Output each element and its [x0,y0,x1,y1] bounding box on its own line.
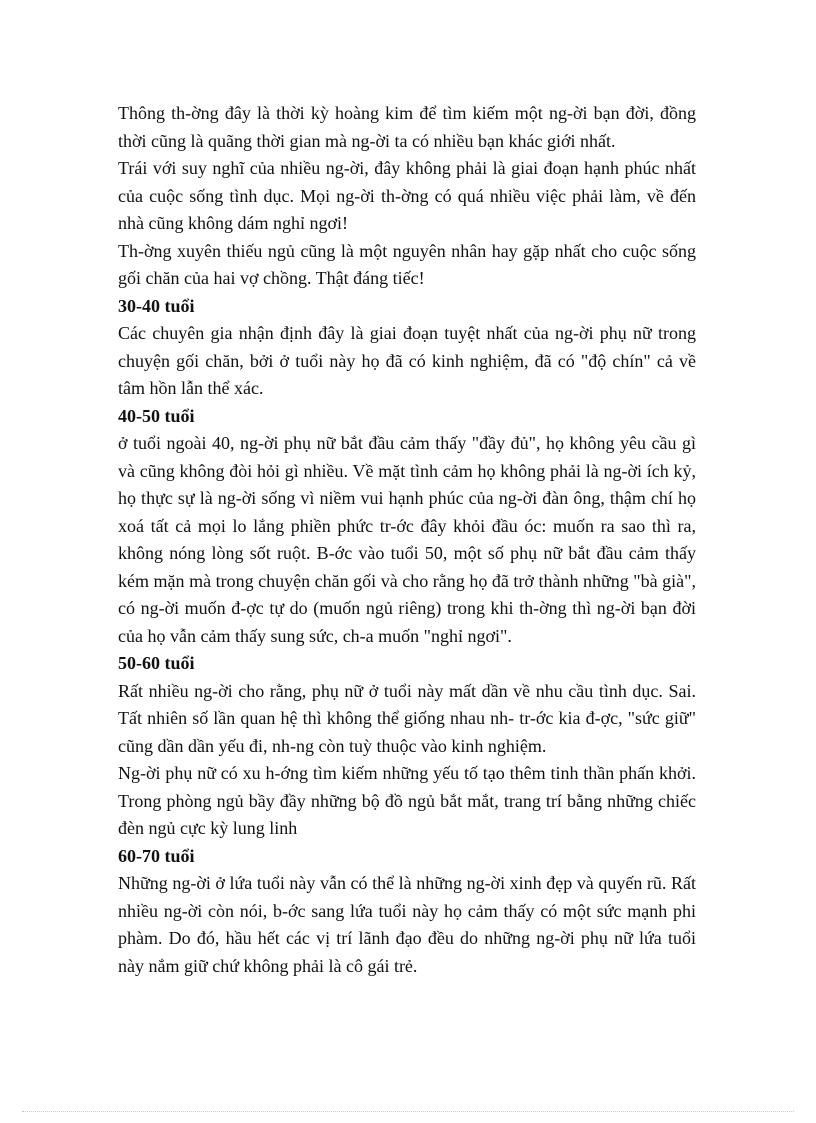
footer-divider [22,1111,794,1112]
paragraph-prime-years: Thông th-ờng đây là thời kỳ hoàng kim để tìm kiếm một ng-ời bạn đời, đồng thời cũng là quãng thời gian mà ng-ời ta có nhiều bạn khác giới nhất. [118,103,696,151]
paragraph-contrary-view: Trái với suy nghĩ của nhiều ng-ời, đây không phải là giai đoạn hạnh phúc nhất của cuộc sống tình dục. Mọi ng-ời th-ờng có quá nhiều việc phải làm, về đến nhà cũng không dám nghỉ ngơi! [118,158,696,233]
document-body [118,100,696,980]
paragraph-age-50-60: Rất nhiều ng-ời cho rằng, phụ nữ ở tuổi này mất dần về nhu cầu tình dục. Sai. Tất nhiên số lần quan hệ thì không thể giống nhau nh- tr-ớc kia đ-ợc, "sức giữ" cũng dần dần yếu đi, nh-ng còn tuỳ thuộc vào kinh nghiệm. [118,680,696,756]
heading-age-40-50: 40-50 tuổi [118,405,195,426]
paragraph-age-60-70: Những ng-ời ở lứa tuổi này vẫn có thể là những ng-ời xinh đẹp và quyến rũ. Rất nhiều ng-ời còn nói, b-ớc sang lứa tuổi này họ cảm thấy có một sức mạnh phi phàm. Do đó, hầu hết các vị trí lãnh đạo đều do những ng-ời phụ nữ lứa tuổi này nắm giữ chứ không phải là cô gái trẻ. [118,873,696,976]
paragraph-age-40-50: ở tuổi ngoài 40, ng-ời phụ nữ bắt đầu cảm thấy "đầy đủ", họ không yêu cầu gì và cũng không đòi hỏi gì nhiều. Về mặt tình cảm họ không phải là ng-ời ích kỷ, họ thực sự là ng-ời sống vì niềm vui hạnh phúc của ng-ời đàn ông, thậm chí họ xoá tất cả mọi lo lắng phiền phức tr-ớc đây khỏi đầu óc: muốn ra sao thì ra, không nóng lòng sốt ruột. B-ớc vào tuổi 50, một số phụ nữ bắt đầu cảm thấy kém mặn mà trong chuyện chăn gối và cho rằng họ đã trở thành những "bà già", có ng-ời muốn đ-ợc tự do (muốn ngủ riêng) trong khi th-ờng thì ng-ời bạn đời của họ vẫn cảm thấy sung sức, ch-a muốn "nghỉ ngơi". [118,433,696,646]
heading-age-60-70: 60-70 tuổi [118,845,195,866]
heading-age-50-60: 50-60 tuổi [118,653,195,673]
paragraph-lack-of-sleep: Th-ờng xuyên thiếu ngủ cũng là một nguyên nhân hay gặp nhất cho cuộc sống gối chăn của hai vợ chồng. Thật đáng tiếc! [118,240,696,288]
paragraph-age-30-40: Các chuyên gia nhận định đây là giai đoạn tuyệt nhất của ng-ời phụ nữ trong chuyện gối chăn, bởi ở tuổi này họ đã có kinh nghiệm, đã có "độ chín" cả về tâm hồn lẫn thể xác. [118,323,696,398]
paragraph-bedroom: Ng-ời phụ nữ có xu h-ớng tìm kiếm những yếu tố tạo thêm tinh thần phấn khởi. Trong phòng ngủ bầy đầy những bộ đồ ngủ bắt mắt, trang trí bằng những chiếc đèn ngủ cực kỳ lung linh [118,763,696,838]
heading-age-30-40: 30-40 tuổi [118,295,195,316]
